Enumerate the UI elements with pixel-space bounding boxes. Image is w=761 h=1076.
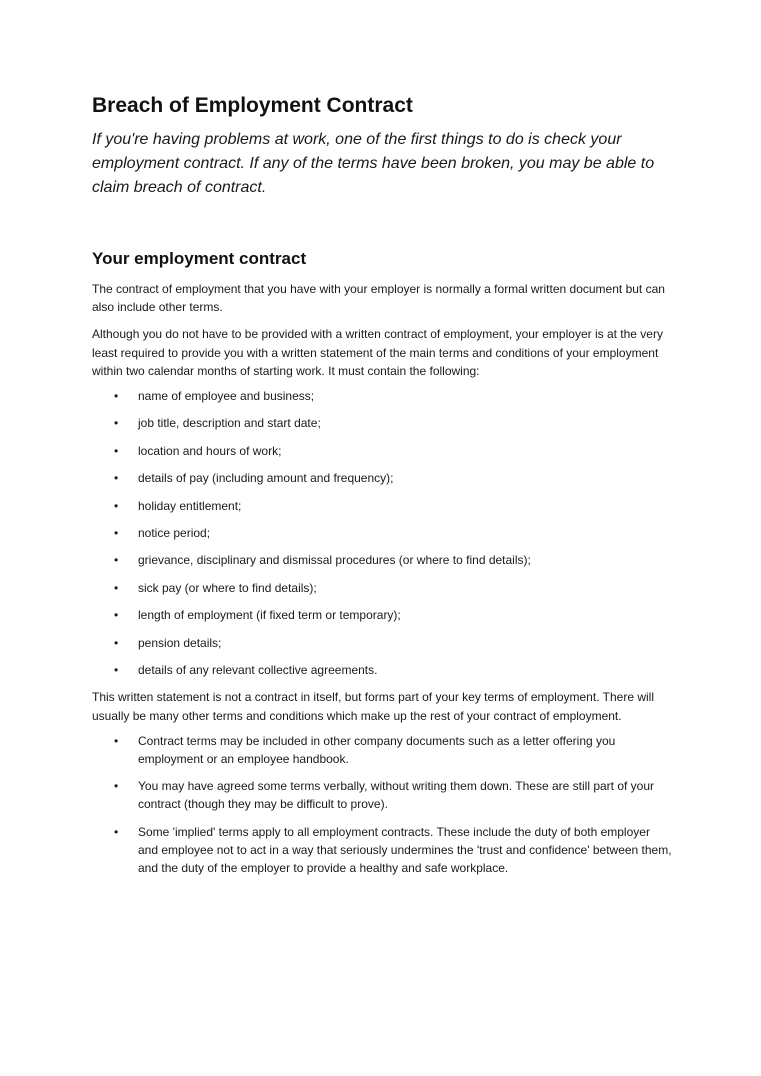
bullet-icon: • — [114, 443, 119, 458]
bullet-icon: • — [114, 471, 119, 486]
list-item — [92, 579, 672, 597]
list-item-text: details of pay (including amount and frequency); — [138, 471, 394, 486]
list-item-text: name of employee and business; — [138, 389, 315, 404]
list-item-text: job title, description and start date; — [138, 416, 321, 431]
list-item-text: notice period; — [138, 525, 211, 540]
paragraph-written-statement: Although you do not have to be provided with a written contract of employment, your employer is at the very least required to provide you with a written statement of the main terms and conditions of your employment within two calendar months of starting work. It must contain the following: — [92, 327, 663, 378]
list-item-text: You may have agreed some terms verbally, without writing them down. These are still part of your contract (though they may be difficult to prove). — [138, 779, 655, 812]
bullet-icon: • — [114, 824, 119, 839]
bullet-icon: • — [114, 498, 119, 513]
list-item — [92, 661, 672, 679]
list-item-text: length of employment (if fixed term or temporary); — [138, 608, 401, 623]
other-terms-list — [92, 732, 672, 877]
bullet-icon: • — [114, 635, 119, 650]
section-heading: Your employment contract — [92, 249, 307, 268]
list-item — [92, 469, 672, 487]
list-item — [92, 777, 672, 813]
document-subtitle: If you're having problems at work, one of the first things to do is check your employment contract. If any of the terms have been broken, you may be able to claim breach of contract. — [92, 131, 655, 196]
list-item-text: Some 'implied' terms apply to all employment contracts. These include the duty of both employer and employee not to act in a way that seriously undermines the 'trust and confidence' between them, and the duty of the employer to provide a healthy and safe workplace. — [138, 824, 672, 875]
list-item — [92, 414, 672, 432]
document-title: Breach of Employment Contract — [92, 94, 413, 117]
list-item-text: pension details; — [138, 635, 222, 650]
bullet-icon: • — [114, 416, 119, 431]
list-item — [92, 387, 672, 405]
bullet-icon: • — [114, 608, 119, 623]
list-item — [92, 442, 672, 460]
list-item — [92, 524, 672, 542]
list-item — [92, 634, 672, 652]
list-item-text: grievance, disciplinary and dismissal procedures (or where to find details); — [138, 553, 531, 568]
list-item-text: Contract terms may be included in other company documents such as a letter offering you employment or an employee handbook. — [138, 733, 616, 766]
list-item — [92, 823, 672, 878]
list-item — [92, 732, 672, 768]
bullet-icon: • — [114, 580, 119, 595]
bullet-icon: • — [114, 389, 119, 404]
list-item — [92, 606, 672, 624]
bullet-icon: • — [114, 662, 119, 677]
list-item — [92, 551, 672, 569]
list-item-text: sick pay (or where to find details); — [138, 580, 317, 595]
bullet-icon: • — [114, 525, 119, 540]
document-page — [92, 92, 672, 886]
list-item-text: location and hours of work; — [138, 443, 282, 458]
required-items-list — [92, 387, 672, 679]
bullet-icon: • — [114, 553, 119, 568]
bullet-icon: • — [114, 733, 119, 748]
list-item-text: holiday entitlement; — [138, 498, 242, 513]
paragraph-contract-overview: The contract of employment that you have with your employer is normally a formal written document but can also include other terms. — [92, 282, 665, 315]
bullet-icon: • — [114, 779, 119, 794]
list-item-text: details of any relevant collective agreements. — [138, 662, 378, 677]
list-item — [92, 497, 672, 515]
paragraph-statement-not-contract: This written statement is not a contract in itself, but forms part of your key terms of employment. There will usually be many other terms and conditions which make up the rest of your contract of employment. — [92, 690, 654, 723]
